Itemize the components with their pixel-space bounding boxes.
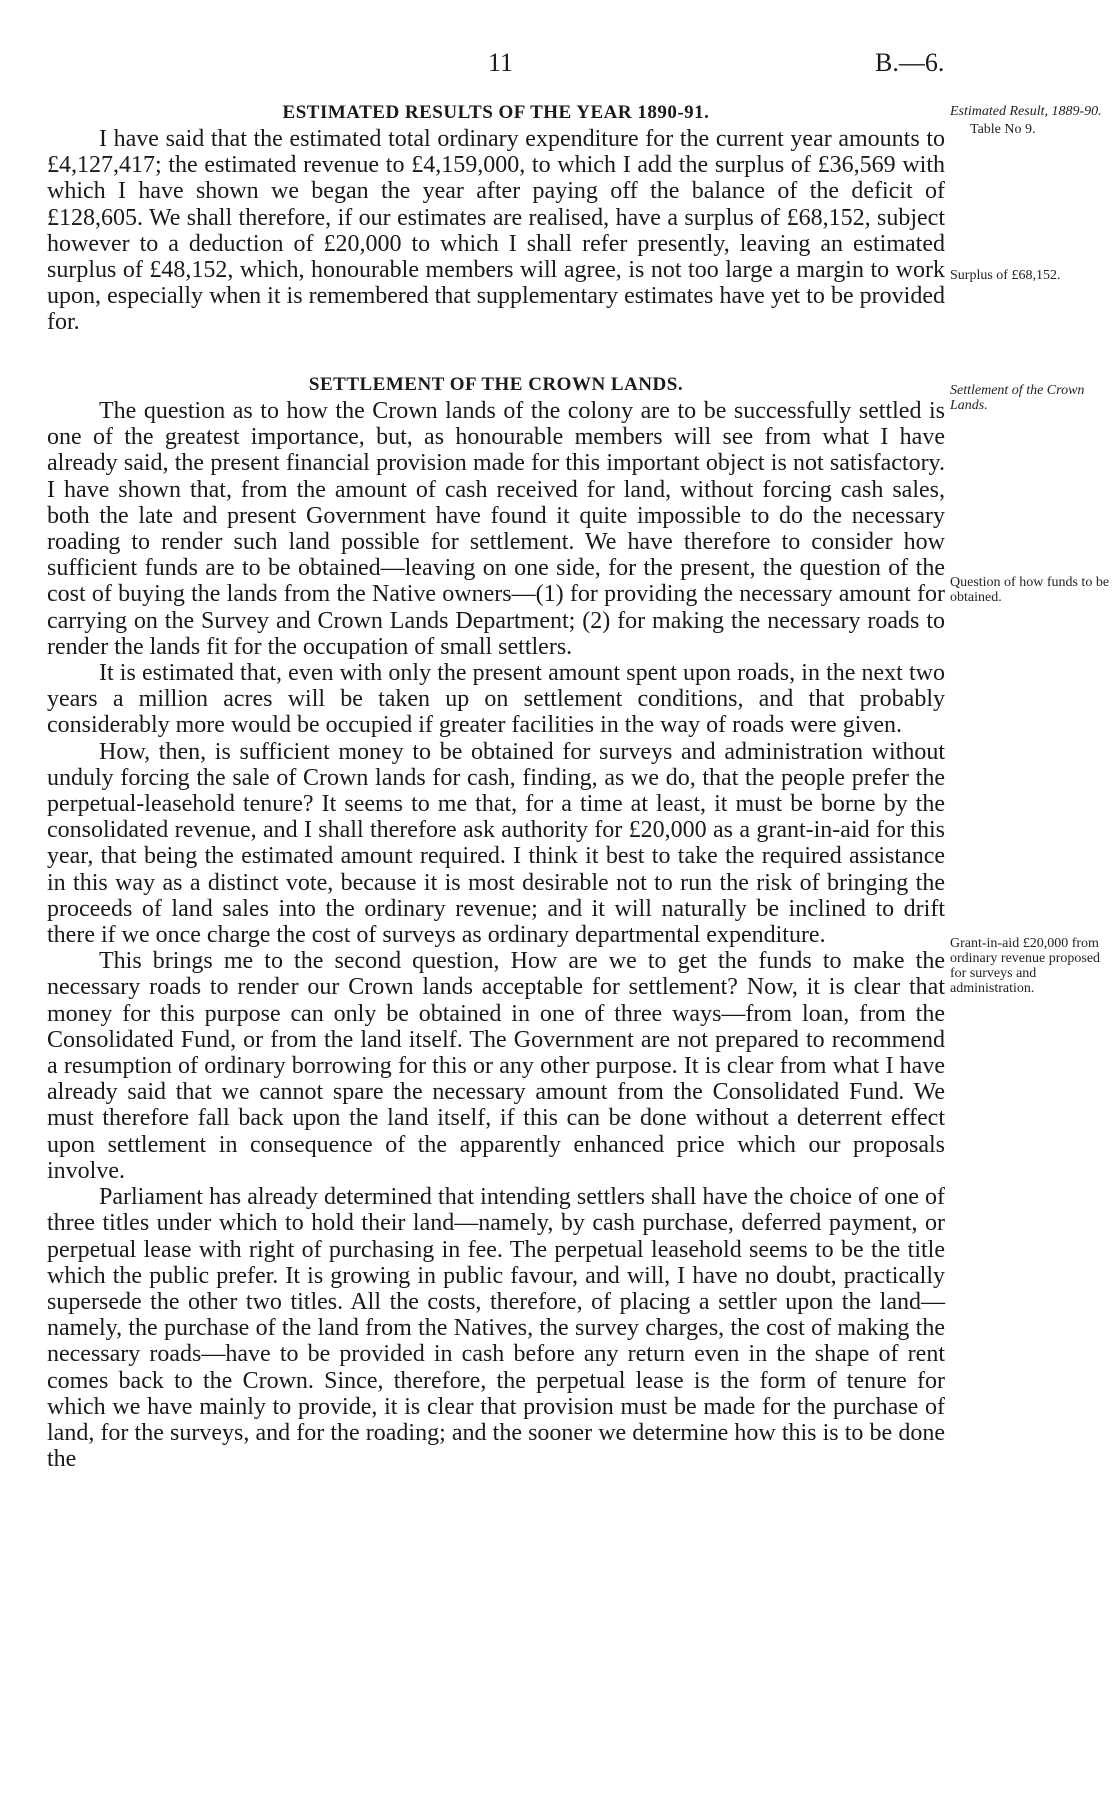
margin-note-table-ref: Table No 9. bbox=[970, 122, 1036, 137]
margin-note-estimated-result: Estimated Result, 1889-90. Table No 9. bbox=[950, 104, 1110, 137]
section-settlement-crown-lands bbox=[47, 372, 945, 1472]
document-code: B.—6. bbox=[875, 48, 945, 77]
section-estimated-results bbox=[47, 100, 945, 336]
paragraph: Parliament has already determined that intending settlers shall have the choice of one of three titles under which to hold their land—namely, by cash purchase, deferred payment, or perpetual lease with right of purchasing in fee. The perpetual leasehold seems to be the title which the public prefer. It is growing in public favour, and will, I have no doubt, practically supersede the other two titles. All the costs, therefore, of placing a settler upon the land—namely, the purchase of the land from the Natives, the survey charges, the cost of making the necessary roads—have to be provided in cash before any return even in the shape of rent comes back to the Crown. Since, therefore, the perpetual lease is the form of tenure for which we have mainly to provide, it is clear that provision must be made for the purchase of land, for the surveys, and for the roading; and the sooner we determine how this is to be done the bbox=[47, 1184, 945, 1473]
page-number: 11 bbox=[488, 48, 514, 77]
margin-note-settlement: Settlement of the Crown Lands. bbox=[950, 383, 1085, 413]
margin-note-grant: Grant-in-aid £20,000 from ordinary revenue proposed for surveys and administration. bbox=[950, 936, 1101, 996]
section-heading: SETTLEMENT OF THE CROWN LANDS. bbox=[308, 374, 684, 395]
margin-note-question: Question of how funds to be obtained. bbox=[950, 575, 1110, 605]
paragraph: I have said that the estimated total ordinary expenditure for the current year amounts to £4,127,417; the estimated revenue to £4,159,000, to which I add the surplus of £36,569 with which I have shown we began the year after paying off the balance of the deficit of £128,605. We shall therefore, if our estimates are realised, have a surplus of £68,152, subject however to a deduction of £20,000 to which I shall refer presently, leaving an estimated surplus of £48,152, which, honourable members will agree, is not too large a margin to work upon, especially when it is remembered that supplementary estimates have yet to be provided for. bbox=[47, 126, 945, 336]
section-heading: ESTIMATED RESULTS OF THE YEAR 1890-91. bbox=[282, 102, 710, 123]
margin-note-surplus: Surplus of £68,152. bbox=[950, 268, 1061, 283]
paragraph: How, then, is sufficient money to be obtained for surveys and administration without unduly forcing the sale of Crown lands for cash, finding, as we do, that the people prefer the perpetual-leasehold tenure? It seems to me that, for a time at least, it must be borne by the consolidated revenue, and I shall therefore ask authority for £20,000 as a grant-in-aid for this year, that being the estimated amount required. I think it best to take the required assistance in this way as a distinct vote, because it is most desirable not to run the risk of bringing the proceeds of land sales into the ordinary revenue; and it will naturally be inclined to drift there if we once charge the cost of surveys as ordinary departmental expenditure. bbox=[47, 738, 945, 949]
paragraph: The question as to how the Crown lands of the colony are to be successfully settled is one of the greatest importance, but, as honourable members will see from what I have already said, the present financial provision made for this important object is not satisfactory. I have shown that, from the amount of cash received for land, without forcing cash sales, both the late and present Government have found it quite impossible to do the necessary roading to render such land possible for settlement. We have therefore to consider how sufficient funds are to be obtained—leaving on one side, for the present, the question of the cost of buying the lands from the Native owners—(1) for providing the necessary amount for carrying on the Survey and Crown Lands Department; (2) for making the necessary roads to render the lands fit for the occupation of small settlers. bbox=[47, 398, 945, 660]
paragraph: This brings me to the second question, How are we to get the funds to make the necessary roads to render our Crown lands acceptable for settlement? Now, it is clear that money for this purpose can only be obtained in one of three ways—from loan, from the Consolidated Fund, or from the land itself. The Government are not prepared to recommend a resumption of ordinary borrowing for this or any other purpose. It is clear from what I have already said that we cannot spare the necessary amount from the Consolidated Fund. We must therefore fall back upon the land itself, if this can be done without a deterrent effect upon settlement in consequence of the apparently enhanced price which our proposals involve. bbox=[47, 948, 945, 1184]
paragraph: It is estimated that, even with only the present amount spent upon roads, in the next two years a million acres will be taken up on settlement conditions, and that probably considerably more would be occupied if greater facilities in the way of roads were given. bbox=[47, 660, 945, 739]
